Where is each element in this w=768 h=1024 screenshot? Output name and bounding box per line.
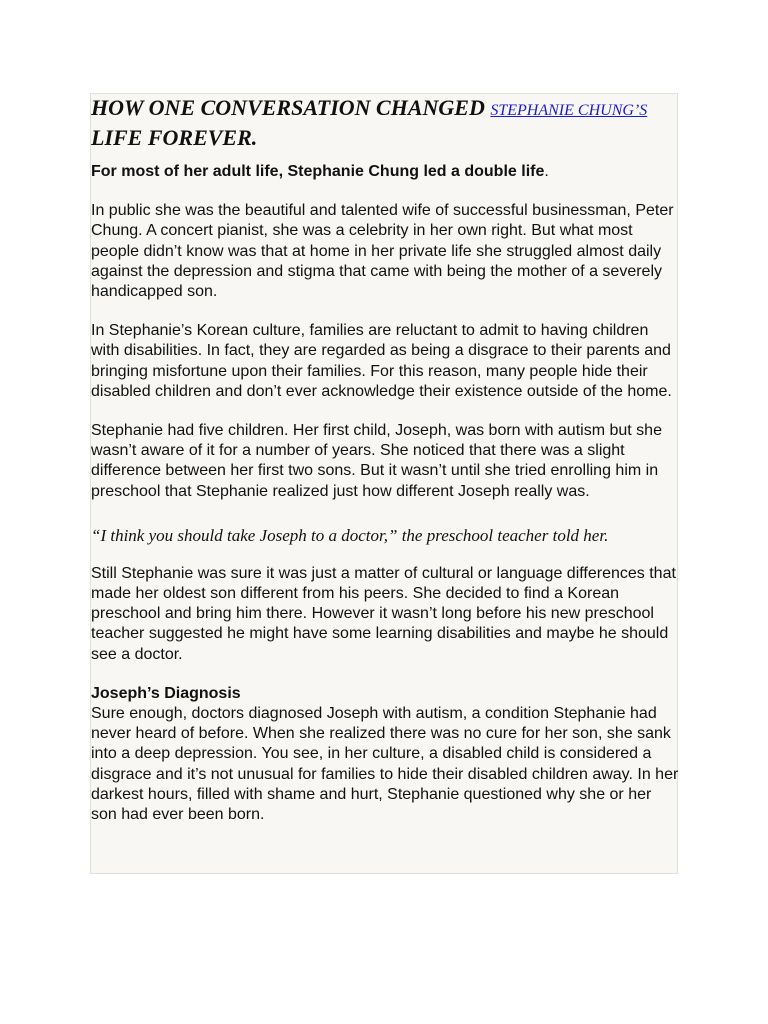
teacher-quote: “I think you should take Joseph to a doctor,” the preschool teacher told her.	[91, 525, 609, 545]
stephanie-chung-link[interactable]: STEPHANIE CHUNG’S	[490, 102, 648, 119]
section-heading-diagnosis: Joseph’s Diagnosis	[91, 684, 241, 702]
title-text-start: HOW ONE CONVERSATION CHANGED	[91, 95, 491, 120]
paragraph-cultural-differences: Still Stephanie was sure it was just a matter of cultural or language differences that made her oldest son different from his peers. She decided to find a Korean preschool and bring him there. However it wasn’t long before his new preschool teacher suggested he might have some learning disabilities and maybe he should see a doctor.	[91, 564, 676, 663]
article-body	[91, 94, 679, 825]
lead-period: .	[544, 163, 549, 180]
paragraph-public-life: In public she was the beautiful and talented wife of successful businessman, Peter Chung. A concert pianist, she was a celebrity in her own right. But what most people didn’t know was that at home in her private life she struggled almost daily against the depression and stigma that came with being the mother of a severely handicapped son.	[91, 202, 674, 301]
paragraph-korean-culture: In Stephanie’s Korean culture, families are reluctant to admit to having children with disabilities. In fact, they are regarded as being a disgrace to their parents and bringing misfortune upon their families. For this reason, many people hide their disabled children and don’t ever acknowledge their existence outside of the home.	[91, 322, 672, 400]
title-text-end: LIFE FOREVER.	[91, 125, 258, 150]
lead-bold-text: For most of her adult life, Stephanie Chung led a double life	[91, 163, 545, 180]
paragraph-diagnosis: Sure enough, doctors diagnosed Joseph with autism, a condition Stephanie had never heard of before. When she realized there was no cure for her son, she sank into a deep depression. You see, in her culture, a disabled child is considered a disgrace and it’s not unusual for families to hide their disabled children away. In her darkest hours, filled with shame and hurt, Stephanie questioned why she or her son had ever been born.	[91, 705, 679, 824]
lead-sentence	[91, 162, 679, 182]
paragraph-five-children: Stephanie had five children. Her first child, Joseph, was born with autism but she wasn’t aware of it for a number of years. She noticed that there was a slight difference between her first two sons. But it wasn’t until she tried enrolling him in preschool that Stephanie realized just how different Joseph really was.	[91, 422, 662, 500]
article-title	[91, 94, 679, 151]
